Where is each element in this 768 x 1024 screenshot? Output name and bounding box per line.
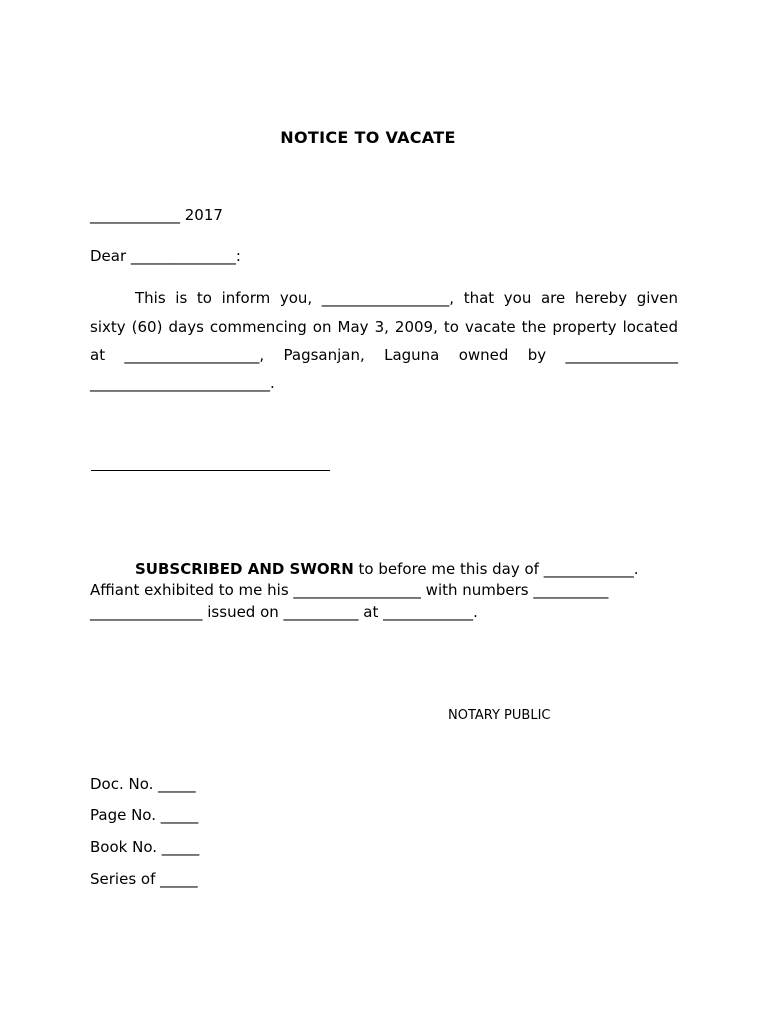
doc-no-line: Doc. No. _____ [90,775,196,793]
body-line-4: ________________________. [90,374,275,392]
book-no-line: Book No. _____ [90,838,200,856]
body-line-1: This is to inform you, _________________, that you are hereby given [135,289,678,307]
date-line: ____________ 2017 [90,206,223,224]
signature-line [91,470,330,471]
jurat-line-2: Affiant exhibited to me his _________________ with numbers __________ [90,581,609,599]
series-line: Series of _____ [90,870,198,888]
page-no-line: Page No. _____ [90,806,199,824]
notary-public-label: NOTARY PUBLIC [448,708,551,723]
document-title: NOTICE TO VACATE [280,128,456,147]
salutation: Dear ______________: [90,247,241,265]
jurat-line-1 [135,560,639,578]
body-line-2: sixty (60) days commencing on May 3, 2009, to vacate the property located [90,318,678,336]
jurat-bold-text: SUBSCRIBED AND SWORN [135,560,354,578]
body-line-3: at __________________, Pagsanjan, Laguna owned by _______________ [90,346,678,364]
jurat-line-1-rest: to before me this day of ____________. [353,560,639,578]
jurat-line-3: _______________ issued on __________ at ____________. [90,603,478,621]
